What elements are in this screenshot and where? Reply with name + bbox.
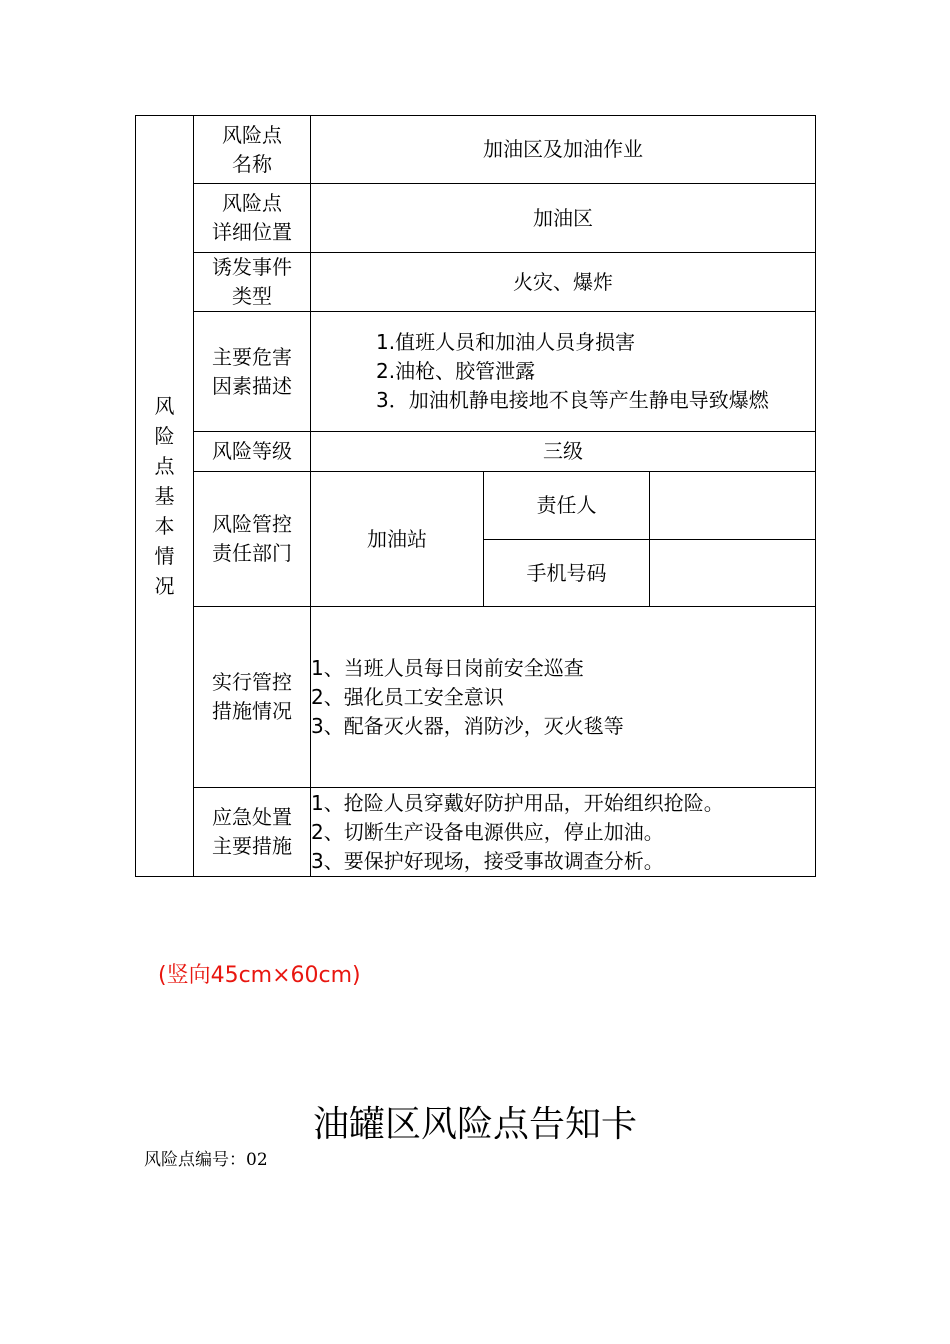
level-label: 风险等级	[194, 432, 311, 472]
event-type-value: 火灾、爆炸	[311, 253, 816, 312]
name-label: 风险点 名称	[194, 116, 311, 184]
hazard-item: 1.值班人员和加油人员身损害	[376, 330, 636, 354]
measures-label: 实行管控 措施情况	[194, 607, 311, 788]
emergency-label: 应急处置 主要措施	[194, 788, 311, 877]
measure-item: 1、当班人员每日岗前安全巡查	[311, 655, 584, 680]
hazard-item: 3．加油机静电接地不良等产生静电导致爆燃	[376, 388, 769, 412]
department-value: 加油站	[311, 472, 484, 607]
emergency-item: 1、抢险人员穿戴好防护用品，开始组织抢险。	[311, 790, 724, 815]
event-type-label: 诱发事件 类型	[194, 253, 311, 312]
measure-item: 3、配备灭火器，消防沙，灭火毯等	[311, 713, 624, 738]
level-value: 三级	[311, 432, 816, 472]
hazards-list	[311, 312, 816, 432]
size-note: (竖向45cm×60cm)	[158, 963, 361, 988]
emergency-item: 3、要保护好现场，接受事故调查分析。	[311, 848, 664, 873]
department-label: 风险管控 责任部门	[194, 472, 311, 607]
risk-point-code: 风险点编号：02	[144, 1150, 268, 1170]
location-label: 风险点 详细位置	[194, 184, 311, 253]
risk-info-table	[135, 115, 816, 877]
location-value: 加油区	[311, 184, 816, 253]
name-value: 加油区及加油作业	[311, 116, 816, 184]
emergency-list	[311, 788, 816, 877]
measure-item: 2、强化员工安全意识	[311, 684, 504, 709]
side-label: 风 险 点 基 本 情 况	[136, 116, 194, 877]
phone-value	[650, 540, 816, 607]
card-title: 油罐区风险点告知卡	[312, 1104, 637, 1145]
emergency-item: 2、切断生产设备电源供应，停止加油。	[311, 819, 664, 844]
responsible-label: 责任人	[484, 472, 650, 540]
measures-list	[311, 607, 816, 788]
hazard-item: 2.油枪、胶管泄露	[376, 359, 536, 383]
hazards-label: 主要危害 因素描述	[194, 312, 311, 432]
responsible-value	[650, 472, 816, 540]
phone-label: 手机号码	[484, 540, 650, 607]
